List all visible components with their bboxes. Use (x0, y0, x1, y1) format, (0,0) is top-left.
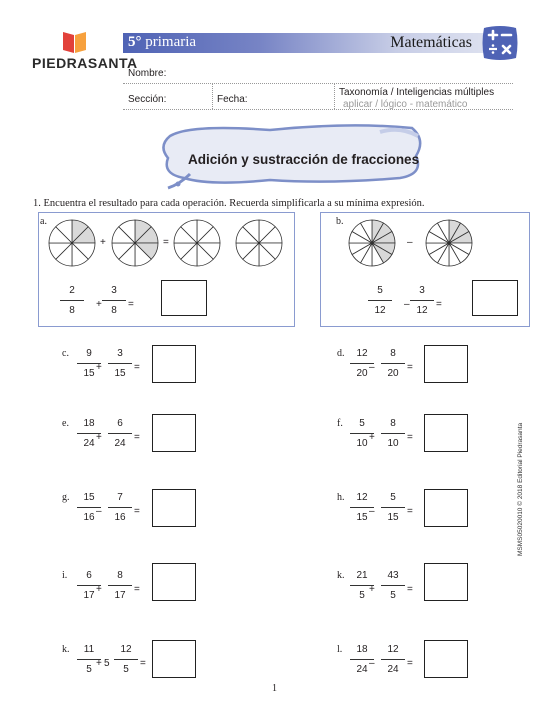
answer-box[interactable] (424, 563, 468, 601)
fraction (106, 348, 134, 381)
denominator: 24 (83, 438, 95, 449)
denominator: 5 (390, 590, 396, 601)
taxonomy-label: Taxonomía / Inteligencias múltiples (339, 87, 495, 98)
fraction-bar (60, 300, 84, 301)
denominator: 20 (387, 368, 399, 379)
exercise-label: k. (62, 644, 70, 655)
numerator: 11 (83, 644, 95, 655)
exercise-label: f. (337, 418, 343, 429)
numerator: 3 (111, 285, 117, 296)
numerator: 18 (83, 418, 95, 429)
equals-sign: = (407, 506, 413, 517)
operator: + (369, 432, 375, 443)
exercise-label: g. (62, 492, 70, 503)
operator: – (369, 362, 375, 373)
denominator: 17 (83, 590, 95, 601)
exercise-label: d. (337, 348, 345, 359)
numerator: 12 (387, 644, 399, 655)
numerator: 3 (419, 285, 425, 296)
answer-box[interactable] (424, 345, 468, 383)
numerator: 21 (356, 570, 368, 581)
numerator: 8 (390, 418, 396, 429)
math-operations-icon (481, 24, 519, 67)
equals-sign: = (134, 362, 140, 373)
fraction-bar (108, 433, 132, 434)
operator: + (96, 432, 102, 443)
fraction-bar (114, 659, 138, 660)
denominator: 10 (387, 438, 399, 449)
fraction (379, 492, 407, 525)
operator: + (96, 299, 102, 310)
denominator: 5 (86, 664, 92, 675)
operator: + (96, 362, 102, 373)
subject-title: Matemáticas (390, 34, 472, 51)
answer-box[interactable] (152, 489, 196, 527)
circle-operator: – (407, 237, 413, 248)
whole-number: 5 (104, 658, 110, 669)
denominator: 20 (356, 368, 368, 379)
denominator: 24 (114, 438, 126, 449)
numerator: 5 (390, 492, 396, 503)
fraction-bar (108, 585, 132, 586)
operator: – (96, 506, 102, 517)
numerator: 12 (356, 348, 368, 359)
numerator: 6 (117, 418, 123, 429)
fraction (58, 285, 86, 318)
equals-sign: = (134, 432, 140, 443)
exercise-label: b. (336, 216, 344, 227)
instruction-text: 1. Encuentra el resultado para cada operación. Recuerda simplificarla a su mínima expresión. (33, 198, 425, 209)
fraction (366, 285, 394, 318)
equals-sign: = (436, 299, 442, 310)
denominator: 16 (114, 512, 126, 523)
fraction (106, 492, 134, 525)
numerator: 6 (86, 570, 92, 581)
fraction-bar (108, 507, 132, 508)
operator: – (369, 658, 375, 669)
circle-operator: + (100, 237, 106, 248)
publisher-name: PIEDRASANTA (32, 55, 138, 71)
fraction-circle (347, 218, 397, 268)
grade-label (128, 34, 196, 51)
denominator: 15 (356, 512, 368, 523)
fraction-bar (381, 585, 405, 586)
circle-operator: = (163, 237, 169, 248)
fraction-bar (381, 507, 405, 508)
operator: + (369, 584, 375, 595)
equals-sign: = (407, 658, 413, 669)
equals-sign: = (140, 658, 146, 669)
fraction-bar (102, 300, 126, 301)
numerator: 15 (83, 492, 95, 503)
denominator: 17 (114, 590, 126, 601)
fraction-bar (108, 363, 132, 364)
worksheet-title: Adición y sustracción de fracciones (188, 152, 420, 167)
denominator: 8 (111, 305, 117, 316)
fraction-bar (381, 363, 405, 364)
answer-box[interactable] (424, 489, 468, 527)
numerator: 8 (390, 348, 396, 359)
operator: – (369, 506, 375, 517)
exercise-label: a. (40, 216, 47, 227)
denominator: 16 (83, 512, 95, 523)
section-line (123, 109, 513, 110)
numerator: 2 (69, 285, 75, 296)
exercise-label: i. (62, 570, 68, 581)
grade-word: primaria (145, 34, 197, 50)
fraction-circle (234, 218, 284, 268)
exercise-label: k. (337, 570, 345, 581)
answer-box[interactable] (152, 414, 196, 452)
operator: – (404, 299, 410, 310)
denominator: 12 (416, 305, 428, 316)
equals-sign: = (134, 584, 140, 595)
exercise-label: h. (337, 492, 345, 503)
divider (212, 84, 213, 109)
name-line[interactable] (123, 83, 513, 84)
answer-box[interactable] (152, 563, 196, 601)
fraction (379, 418, 407, 451)
section-label: Sección: (128, 94, 167, 105)
numerator: 7 (117, 492, 123, 503)
numerator: 9 (86, 348, 92, 359)
numerator: 12 (120, 644, 132, 655)
fraction-bar (410, 300, 434, 301)
equals-sign: = (128, 299, 134, 310)
fraction-circle (110, 218, 160, 268)
divider (334, 84, 335, 109)
equals-sign: = (407, 584, 413, 595)
fraction (112, 644, 140, 677)
numerator: 5 (359, 418, 365, 429)
grade-number: 5° (128, 34, 142, 50)
answer-box[interactable] (424, 414, 468, 452)
denominator: 8 (69, 305, 75, 316)
numerator: 12 (356, 492, 368, 503)
denominator: 10 (356, 438, 368, 449)
page-number: 1 (272, 683, 277, 694)
fraction-bar (381, 433, 405, 434)
taxonomy-subtitle: aplicar / lógico - matemático (343, 99, 468, 110)
numerator: 43 (387, 570, 399, 581)
denominator: 15 (114, 368, 126, 379)
fraction-circle (424, 218, 474, 268)
answer-box[interactable] (152, 345, 196, 383)
equals-sign: = (134, 506, 140, 517)
answer-box[interactable] (472, 280, 518, 316)
fraction-bar (381, 659, 405, 660)
fraction (379, 570, 407, 603)
numerator: 8 (117, 570, 123, 581)
answer-box[interactable] (424, 640, 468, 678)
answer-box[interactable] (161, 280, 207, 316)
numerator: 18 (356, 644, 368, 655)
denominator: 24 (387, 664, 399, 675)
denominator: 15 (387, 512, 399, 523)
date-label: Fecha: (217, 94, 248, 105)
denominator: 5 (359, 590, 365, 601)
fraction (106, 418, 134, 451)
exercise-label: c. (62, 348, 69, 359)
operator: + (96, 584, 102, 595)
operator: + (96, 658, 102, 669)
fraction (106, 570, 134, 603)
equals-sign: = (407, 432, 413, 443)
denominator: 12 (374, 305, 386, 316)
fraction (379, 348, 407, 381)
denominator: 15 (83, 368, 95, 379)
fraction (100, 285, 128, 318)
numerator: 3 (117, 348, 123, 359)
copyright-text: MSMS05020010 © 2018 Editorial Piedrasanta (517, 422, 524, 556)
numerator: 5 (377, 285, 383, 296)
fraction (408, 285, 436, 318)
fraction (379, 644, 407, 677)
exercise-label: e. (62, 418, 69, 429)
exercise-label: l. (337, 644, 343, 655)
fraction-circle (172, 218, 222, 268)
equals-sign: = (407, 362, 413, 373)
fraction-circle (47, 218, 97, 268)
answer-box[interactable] (152, 640, 196, 678)
denominator: 5 (123, 664, 129, 675)
name-label: Nombre: (128, 68, 167, 79)
denominator: 24 (356, 664, 368, 675)
fraction-bar (368, 300, 392, 301)
